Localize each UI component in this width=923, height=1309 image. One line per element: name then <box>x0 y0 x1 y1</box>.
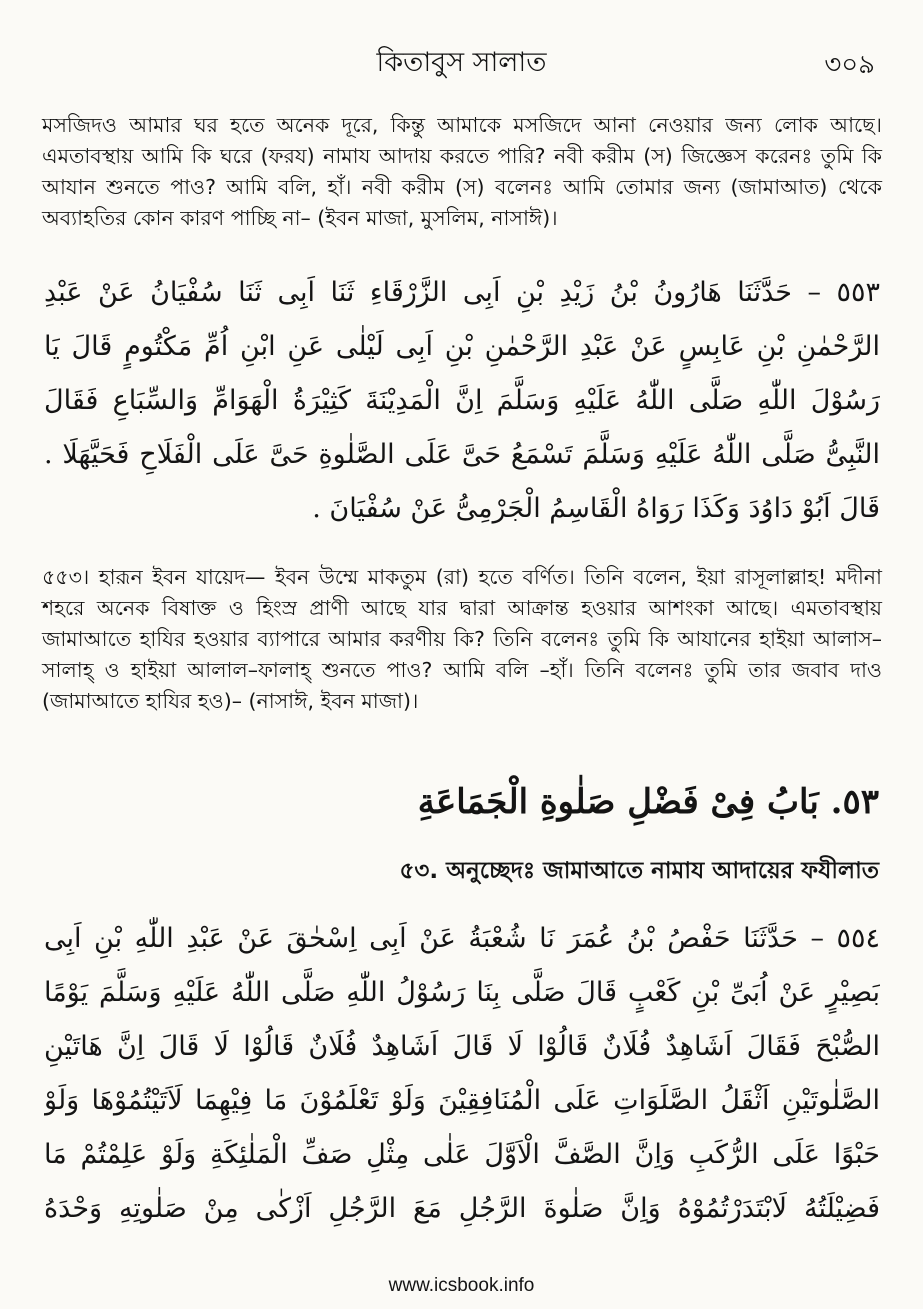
hadith-553-arabic <box>44 266 880 536</box>
hadith-554-ar-line: الصَّلٰوتَيْنِ اَثْقَلُ الصَّلَوَاتِ عَلَى الْمُنَافِقِيْنَ وَلَوْ تَعْلَمُوْنَ مَا فِيْهِمَا لَاَتَيْتُمُوْهَا وَلَوْ <box>44 1085 880 1116</box>
page-number: ৩০৯ <box>824 50 875 80</box>
hadith-553-ar-line: ٥٥٣ – حَدَّثَنَا هَارُونُ بْنُ زَيْدِ بْنِ اَبِى الزَّرْقَاءِ ثَنَا اَبِى ثَنَا سُفْيَانُ عَنْ عَبْدِ <box>44 277 880 308</box>
chapter-title-arabic: ٥٣. بَابُ فِىْ فَضْلِ صَلٰوةِ الْجَمَاعَةِ <box>417 782 879 822</box>
hadith-553-bengali: ৫৫৩। হারূন ইবন যায়েদ— ইবন উম্মে মাকতুম (রা) হতে বর্ণিত। তিনি বলেন, ইয়া রাসূলাল্লাহ! মদীনা শহরে অনেক বিষাক্ত ও হিংস্র প্রাণী আছে যার দ্বারা আক্রান্ত হওয়ার আশংকা আছে। এমতাবস্থায় জামাআতে হাযির হওয়ার ব্যাপারে আমার করণীয় কি? তিনি বলেনঃ তুমি কি আযানের হাইয়া আলাস–সালাহ্ ও হাইয়া আলাল–ফালাহ্ শুনতে পাও? আমি বলি –হাঁ। তিনি বলেনঃ তুমি তার জবাব দাও (জামাআতে হাযির হও)– (নাসাঈ, ইবন মাজা)। <box>42 565 882 713</box>
hadith-554-ar-line: ٥٥٤ – حَدَّثَنَا حَفْصُ بْنُ عُمَرَ نَا شُعْبَةُ عَنْ اَبِى اِسْحٰقَ عَنْ عَبْدِ اللّٰهِ بْنِ اَبِى <box>44 923 880 954</box>
chapter-title-bengali: ৫৩. অনুচ্ছেদঃ জামাআতে নামায আদায়ের ফযীলাত <box>399 858 879 884</box>
paragraph-continuation: মসজিদও আমার ঘর হতে অনেক দূরে, কিন্তু আমাকে মসজিদে আনা নেওয়ার জন্য লোক আছে। এমতাবস্থায় আমি কি ঘরে (ফরয) নামায আদায় করতে পারি? নবী করীম (স) জিজ্ঞেস করেনঃ তুমি কি আযান শুনতে পাও? আমি বলি, হাঁ। নবী করীম (স) বলেনঃ আমি তোমার জন্য (জামাআত) থেকে অব্যাহতির কোন কারণ পাচ্ছি না– (ইবন মাজা, মুসলিম, নাসাঈ)। <box>42 113 882 230</box>
hadith-554-ar-line: بَصِيْرٍ عَنْ اُبَىِّ بْنِ كَعْبٍ قَالَ صَلَّى بِنَا رَسُوْلُ اللّٰهِ صَلَّى اللّٰهُ عَلَيْهِ وَسَلَّمَ يَوْمًا <box>44 977 880 1008</box>
hadith-554-arabic <box>44 912 880 1236</box>
hadith-554-ar-line: حَبْوًا عَلَى الرُّكَبِ وَاِنَّ الصَّفَّ الْاَوَّلَ عَلٰى مِثْلِ صَفِّ الْمَلٰئِكَةِ وَلَوْ عَلِمْتُمْ مَا <box>44 1139 880 1170</box>
hadith-554-ar-line: الصُّبْحَ فَقَالَ اَشَاهِدٌ فُلَانٌ قَالُوْا لَا قَالَ اَشَاهِدٌ فُلَانٌ قَالُوْا لَا قَالَ اِنَّ هَاتَيْنِ <box>44 1031 880 1062</box>
hadith-553-ar-line: قَالَ اَبُوْ دَاوُدَ وَكَذَا رَوَاهُ الْقَاسِمُ الْجَرْمِىُّ عَنْ سُفْيَانَ . <box>312 493 880 524</box>
hadith-554-ar-line: فَضِيْلَتُهُ لَابْتَدَرْتُمُوْهُ وَاِنَّ صَلٰوةَ الرَّجُلِ مَعَ الرَّجُلِ اَزْكٰى مِنْ صَلٰوتِهِ وَحْدَهُ <box>44 1193 880 1224</box>
hadith-553-ar-line: النَّبِىُّ صَلَّى اللّٰهُ عَلَيْهِ وَسَلَّمَ تَسْمَعُ حَىَّ عَلَى الصَّلٰوةِ حَىَّ عَلَى الْفَلَاحِ فَحَيَّهَلَا . <box>44 439 880 470</box>
hadith-553-ar-line: الرَّحْمٰنِ بْنِ عَابِسٍ عَنْ عَبْدِ الرَّحْمٰنِ بْنِ اَبِى لَيْلٰى عَنِ ابْنِ اُمِّ مَكْتُومٍ قَالَ يَا <box>44 331 880 362</box>
hadith-553-ar-line: رَسُوْلَ اللّٰهِ صَلَّى اللّٰهُ عَلَيْهِ وَسَلَّمَ اِنَّ الْمَدِيْنَةَ كَثِيْرَةُ الْهَوَامِّ وَالسِّبَاعِ فَقَالَ <box>44 385 880 416</box>
footer-url[interactable]: www.icsbook.info <box>388 1275 535 1296</box>
page-header-title: কিতাবুস সালাত <box>376 47 547 78</box>
